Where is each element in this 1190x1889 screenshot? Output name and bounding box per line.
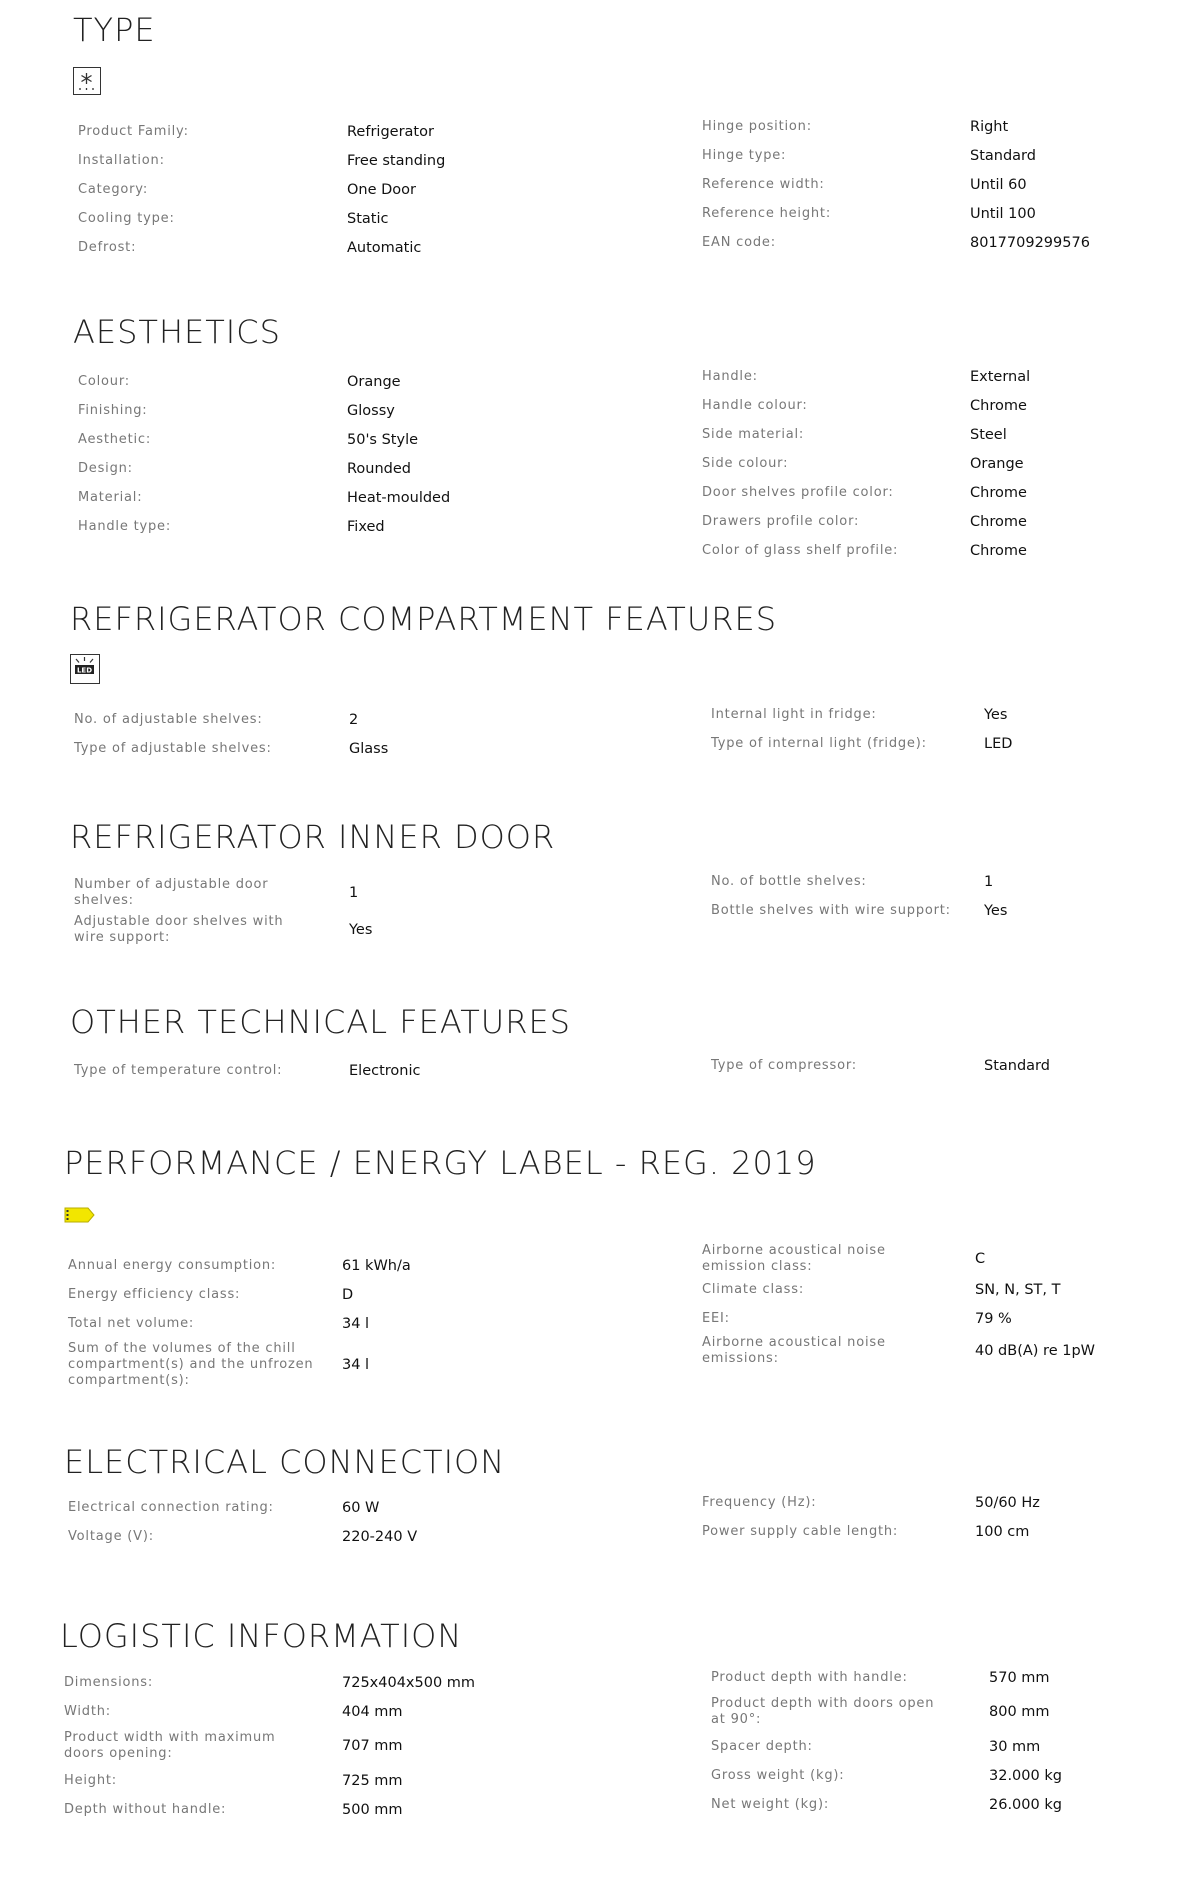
spec-value: 220-240 V <box>342 1528 418 1545</box>
spec-label: Voltage (V): <box>68 1528 154 1544</box>
spec-value: Refrigerator <box>347 123 434 140</box>
spec-row <box>74 705 359 734</box>
inner-door-left-column <box>74 874 373 948</box>
spec-row <box>68 1309 370 1338</box>
spec-label: Hinge type: <box>702 147 787 163</box>
spec-value: 1 <box>984 873 994 890</box>
spec-label: Hinge position: <box>702 118 812 134</box>
spec-value: 100 cm <box>975 1523 1030 1540</box>
spec-value: External <box>970 368 1031 385</box>
spec-value: 79 % <box>975 1310 1012 1327</box>
spec-value: Chrome <box>970 397 1027 414</box>
spec-label: Product depth with handle: <box>711 1669 908 1685</box>
spec-value: 707 mm <box>342 1738 403 1754</box>
spec-row <box>711 1732 1041 1761</box>
spec-label: Spacer depth: <box>711 1738 813 1754</box>
energy-label-icon <box>64 1206 96 1224</box>
spec-row <box>68 1493 380 1522</box>
spec-label: Width: <box>64 1703 111 1719</box>
aesthetics-left-column <box>78 367 451 541</box>
spec-label: Reference height: <box>702 205 832 221</box>
spec-row <box>68 1522 418 1551</box>
spec-value: 725 mm <box>342 1772 403 1789</box>
spec-label: Product width with maximum doors opening: <box>64 1730 276 1761</box>
spec-value: Orange <box>970 455 1024 472</box>
spec-value: Yes <box>349 921 373 938</box>
performance-right-column <box>702 1242 1095 1369</box>
spec-row <box>64 1697 403 1726</box>
spec-row <box>78 146 446 175</box>
spec-label: Type of internal light (fridge): <box>711 735 927 751</box>
spec-row <box>711 729 1013 758</box>
spec-row <box>78 204 389 233</box>
spec-label: Type of adjustable shelves: <box>74 740 272 756</box>
spec-value: Automatic <box>347 239 422 256</box>
spec-row <box>702 478 1027 507</box>
spec-label: Material: <box>78 489 143 505</box>
spec-label: Electrical connection rating: <box>68 1499 274 1515</box>
spec-value: 32.000 kg <box>989 1767 1062 1784</box>
spec-label: Installation: <box>78 152 165 168</box>
spec-value: D <box>342 1286 354 1303</box>
spec-label: Frequency (Hz): <box>702 1494 817 1510</box>
spec-value: Yes <box>984 706 1008 723</box>
spec-value: 50/60 Hz <box>975 1494 1040 1511</box>
spec-label: Dimensions: <box>64 1674 154 1690</box>
led-icon-text: LED <box>76 666 93 675</box>
spec-row <box>78 396 395 425</box>
spec-row <box>68 1280 354 1309</box>
spec-value: Fixed <box>347 518 385 535</box>
spec-label: Reference width: <box>702 176 825 192</box>
spec-label: Drawers profile color: <box>702 513 860 529</box>
fridge-compartment-left-column <box>74 705 389 763</box>
spec-row <box>711 1663 1050 1692</box>
spec-label: Power supply cable length: <box>702 1523 899 1539</box>
spec-row <box>702 141 1036 170</box>
spec-value: Right <box>970 118 1009 135</box>
spec-row <box>711 867 994 896</box>
spec-label: Finishing: <box>78 402 148 418</box>
spec-label: Handle type: <box>78 518 171 534</box>
spec-row <box>702 199 1036 228</box>
spec-row <box>78 512 385 541</box>
spec-label: Number of adjustable door shelves: <box>74 876 269 908</box>
spec-row <box>78 483 451 512</box>
spec-row <box>74 874 359 911</box>
spec-row <box>702 449 1024 478</box>
logistic-right-column <box>711 1663 1062 1819</box>
spec-value: 40 dB(A) re 1pW <box>975 1343 1095 1359</box>
spec-row <box>74 734 389 763</box>
spec-label: Category: <box>78 181 149 197</box>
spec-row <box>702 507 1027 536</box>
spec-value: SN, N, ST, T <box>975 1281 1061 1298</box>
spec-row <box>702 1275 1061 1304</box>
spec-value: Glass <box>349 740 389 757</box>
spec-label: Net weight (kg): <box>711 1796 830 1812</box>
spec-label: Design: <box>78 460 133 476</box>
spec-value: 60 W <box>342 1499 380 1516</box>
spec-row <box>74 911 373 948</box>
spec-row <box>702 1242 986 1275</box>
spec-row <box>64 1726 403 1766</box>
type-right-column <box>702 112 1090 257</box>
spec-row <box>78 367 401 396</box>
type-left-column <box>78 117 446 262</box>
spec-row <box>711 1761 1062 1790</box>
spec-row <box>711 896 1008 925</box>
spec-row <box>702 1304 1012 1333</box>
spec-label: Total net volume: <box>68 1315 195 1331</box>
spec-label: Side material: <box>702 426 805 442</box>
spec-row <box>702 391 1027 420</box>
spec-row <box>711 700 1008 729</box>
spec-value: C <box>975 1250 986 1267</box>
spec-label: Type of temperature control: <box>74 1062 283 1078</box>
section-title-performance: PERFORMANCE / ENERGY LABEL - REG. 2019 <box>64 1144 817 1182</box>
spec-row <box>702 536 1027 565</box>
spec-label: Internal light in fridge: <box>711 706 877 722</box>
spec-value: 26.000 kg <box>989 1796 1062 1813</box>
spec-label: Adjustable door shelves with wire support: <box>74 913 284 945</box>
other-technical-right-column <box>711 1051 1050 1080</box>
spec-row <box>64 1766 403 1795</box>
spec-label: Door shelves profile color: <box>702 484 894 500</box>
spec-value: Chrome <box>970 513 1027 530</box>
spec-value: Free standing <box>347 152 446 169</box>
section-title-other-technical: OTHER TECHNICAL FEATURES <box>70 1003 571 1041</box>
spec-row <box>711 1790 1062 1819</box>
spec-value: Glossy <box>347 402 395 419</box>
fridge-compartment-right-column <box>711 700 1013 758</box>
spec-value: Yes <box>984 902 1008 919</box>
spec-label: Energy efficiency class: <box>68 1286 241 1302</box>
spec-label: Type of compressor: <box>711 1057 857 1073</box>
spec-row <box>702 362 1031 391</box>
spec-label: Climate class: <box>702 1281 805 1297</box>
spec-row <box>78 454 412 483</box>
spec-label: No. of adjustable shelves: <box>74 711 263 727</box>
spec-label: Handle colour: <box>702 397 808 413</box>
spec-row <box>78 233 422 262</box>
spec-label: Side colour: <box>702 455 789 471</box>
other-technical-left-column <box>74 1056 421 1085</box>
section-title-electrical: ELECTRICAL CONNECTION <box>64 1443 506 1481</box>
spec-value: Standard <box>970 147 1036 164</box>
spec-value: 570 mm <box>989 1669 1050 1686</box>
spec-value: 34 l <box>342 1315 370 1332</box>
spec-row <box>711 1051 1050 1080</box>
spec-label: Aesthetic: <box>78 431 152 447</box>
spec-row <box>702 112 1009 141</box>
spec-value: Until 100 <box>970 205 1036 222</box>
spec-row <box>711 1692 1050 1732</box>
spec-row <box>78 425 419 454</box>
spec-value: Chrome <box>970 484 1027 501</box>
spec-label: Cooling type: <box>78 210 175 226</box>
performance-left-column <box>68 1251 411 1392</box>
spec-value: Standard <box>984 1057 1050 1074</box>
spec-value: 500 mm <box>342 1801 403 1818</box>
section-title-logistic: LOGISTIC INFORMATION <box>60 1617 463 1655</box>
electrical-right-column <box>702 1488 1040 1546</box>
spec-row <box>702 228 1090 257</box>
section-title-inner-door: REFRIGERATOR INNER DOOR <box>70 818 556 856</box>
spec-label: Defrost: <box>78 239 137 255</box>
spec-value: 404 mm <box>342 1703 403 1720</box>
spec-value: 61 kWh/a <box>342 1257 411 1274</box>
electrical-left-column <box>68 1493 418 1551</box>
spec-label: EEI: <box>702 1310 730 1326</box>
spec-label: Annual energy consumption: <box>68 1257 277 1273</box>
spec-row <box>64 1668 476 1697</box>
inner-door-right-column <box>711 867 1008 925</box>
spec-label: Bottle shelves with wire support: <box>711 902 951 918</box>
spec-label: EAN code: <box>702 234 776 250</box>
spec-value: Static <box>347 210 389 227</box>
spec-value: 50's Style <box>347 431 419 448</box>
spec-value: 725x404x500 mm <box>342 1674 476 1691</box>
spec-label: No. of bottle shelves: <box>711 873 867 889</box>
led-light-icon <box>70 654 100 684</box>
spec-row <box>74 1056 421 1085</box>
spec-label: Gross weight (kg): <box>711 1767 845 1783</box>
spec-value: Steel <box>970 426 1007 443</box>
spec-value: One Door <box>347 181 417 198</box>
spec-value: Heat-moulded <box>347 489 451 506</box>
spec-row <box>68 1338 370 1392</box>
spec-row <box>702 1488 1040 1517</box>
spec-value: 30 mm <box>989 1738 1041 1755</box>
logistic-left-column <box>64 1668 476 1824</box>
spec-label: Colour: <box>78 373 130 389</box>
spec-value: Rounded <box>347 460 412 477</box>
aesthetics-right-column <box>702 362 1031 565</box>
spec-value: 8017709299576 <box>970 234 1090 251</box>
spec-value: Chrome <box>970 542 1027 559</box>
spec-row <box>702 1333 1095 1369</box>
section-title-aesthetics: AESTHETICS <box>73 313 281 351</box>
spec-value: LED <box>984 735 1013 752</box>
spec-row <box>702 1517 1030 1546</box>
spec-row <box>702 420 1007 449</box>
section-title-type: TYPE <box>73 11 156 49</box>
spec-label: Handle: <box>702 368 758 384</box>
spec-value: Orange <box>347 373 401 390</box>
spec-value: Until 60 <box>970 176 1027 193</box>
spec-label: Height: <box>64 1772 117 1788</box>
spec-label: Product Family: <box>78 123 189 139</box>
spec-row <box>78 175 417 204</box>
section-title-fridge-compartment: REFRIGERATOR COMPARTMENT FEATURES <box>70 600 778 638</box>
spec-row <box>78 117 434 146</box>
spec-label: Depth without handle: <box>64 1801 227 1817</box>
spec-value: 1 <box>349 884 359 901</box>
spec-row <box>702 170 1027 199</box>
spec-row <box>68 1251 411 1280</box>
spec-label: Color of glass shelf profile: <box>702 542 899 558</box>
spec-label: Product depth with doors open at 90°: <box>711 1696 935 1727</box>
spec-value: 800 mm <box>989 1704 1050 1720</box>
spec-label: Sum of the volumes of the chill compartment(s) and the unfrozen compartment(s): <box>68 1341 314 1388</box>
spec-row <box>64 1795 403 1824</box>
spec-value: 2 <box>349 711 359 728</box>
spec-value: 34 l <box>342 1357 370 1373</box>
spec-label: Airborne acoustical noise emissions: <box>702 1335 886 1366</box>
spec-label: Airborne acoustical noise emission class: <box>702 1242 886 1274</box>
spec-value: Electronic <box>349 1062 421 1079</box>
snowflake-icon <box>73 67 101 95</box>
